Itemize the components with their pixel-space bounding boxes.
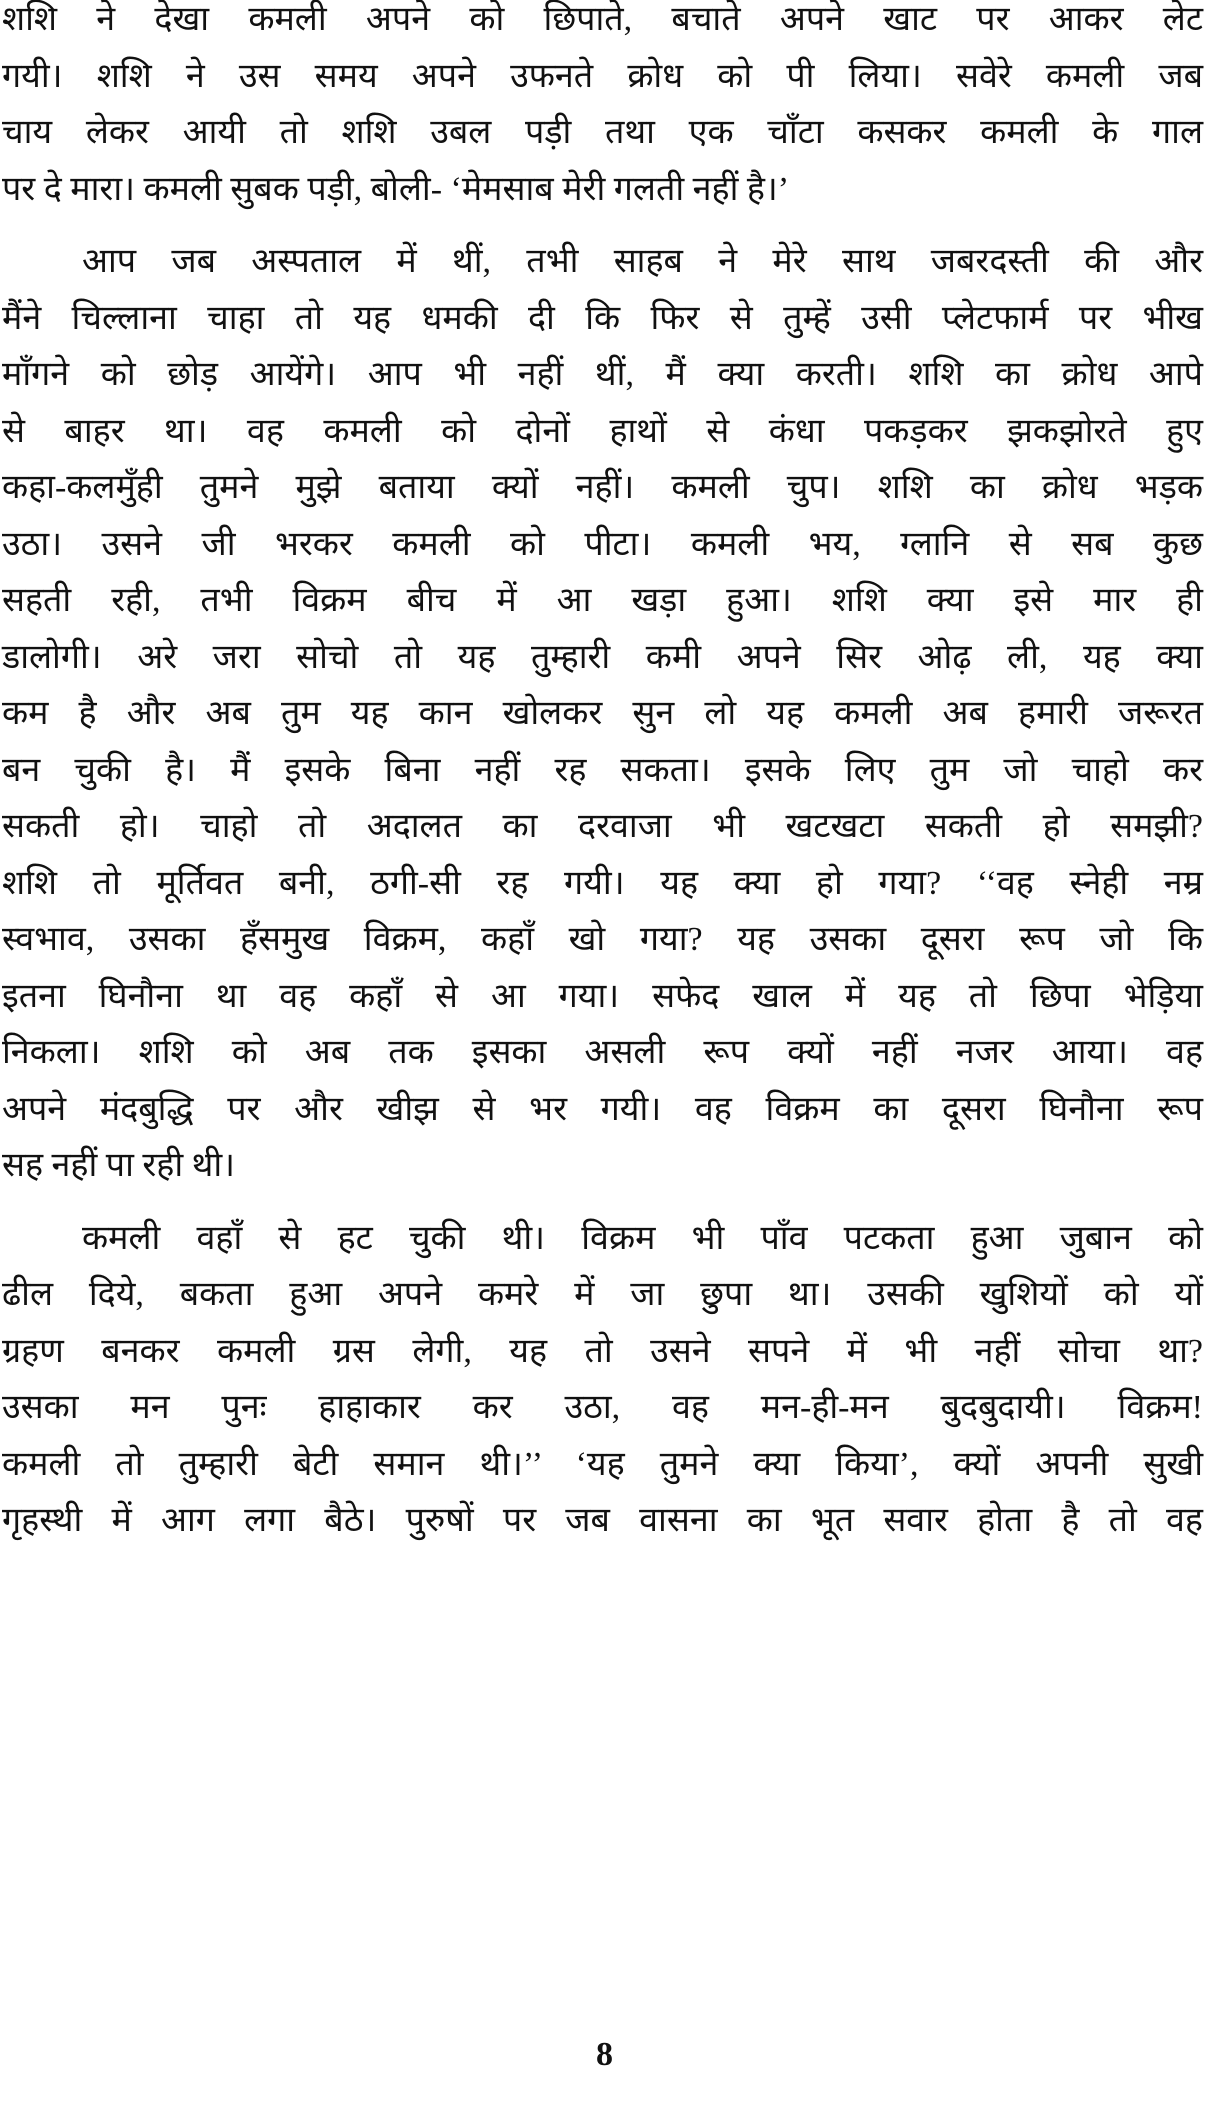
text-line: कम है और अब तुम यह कान खोलकर सुन लो यह कमली अब हमारी जरूरत	[2, 695, 1203, 732]
paragraph-3	[2, 1211, 1203, 1550]
text-line: कहा-कलमुँही तुमने मुझे बताया क्यों नहीं। कमली चुप। शशि का क्रोध भड़क	[2, 469, 1203, 506]
text-line: निकला। शशि को अब तक इसका असली रूप क्यों नहीं नजर आया। वह	[2, 1034, 1203, 1071]
text-line: अपने मंदबुद्धि पर और खीझ से भर गयी। वह विक्रम का दूसरा घिनौना रूप	[2, 1090, 1203, 1128]
paragraph-1	[2, 0, 1203, 218]
text-line: माँगने को छोड़ आयेंगे। आप भी नहीं थीं, मैं क्या करती। शशि का क्रोध आपे	[2, 356, 1203, 393]
page-number: 8	[596, 2036, 613, 2073]
text-line: गयी। शशि ने उस समय अपने उफनते क्रोध को पी लिया। सवेरे कमली जब	[2, 57, 1203, 95]
text-line: इतना घिनौना था वह कहाँ से आ गया। सफेद खाल में यह तो छिपा भेड़िया	[2, 977, 1203, 1015]
text-line: आप जब अस्पताल में थीं, तभी साहब ने मेरे साथ जबरदस्ती की और	[82, 243, 1203, 280]
text-line: से बाहर था। वह कमली को दोनों हाथों से कंधा पकड़कर झकझोरते हुए	[2, 412, 1203, 450]
text-line: डालोगी। अरे जरा सोचो तो यह तुम्हारी कमी अपने सिर ओढ़ ली, यह क्या	[2, 638, 1203, 676]
text-line: कमली तो तुम्हारी बेटी समान थी।’’ ‘यह तुमने क्या किया’, क्यों अपनी सुखी	[2, 1445, 1203, 1483]
text-line: ग्रहण बनकर कमली ग्रस लेगी, यह तो उसने सपने में भी नहीं सोचा था?	[2, 1332, 1203, 1370]
paragraph-2	[2, 234, 1203, 1195]
text-line: उसका मन पुनः हाहाकार कर उठा, वह मन-ही-मन बुदबुदायी। विक्रम!	[2, 1389, 1203, 1426]
text-line: शशि ने देखा कमली अपने को छिपाते, बचाते अपने खाट पर आकर लेट	[2, 1, 1203, 38]
text-line: सकती हो। चाहो तो अदालत का दरवाजा भी खटखटा सकती हो समझी?	[2, 808, 1203, 845]
text-line: स्वभाव, उसका हँसमुख विक्रम, कहाँ खो गया? यह उसका दूसरा रूप जो कि	[2, 921, 1203, 958]
text-line: कमली वहाँ से हट चुकी थी। विक्रम भी पाँव पटकता हुआ जुबान को	[82, 1219, 1203, 1257]
text-line: ढील दिये, बकता हुआ अपने कमरे में जा छुपा था। उसकी खुशियों को यों	[2, 1276, 1203, 1313]
page-body	[2, 0, 1203, 1550]
text-line: चाय लेकर आयी तो शशि उबल पड़ी तथा एक चाँटा कसकर कमली के गाल	[2, 114, 1203, 151]
text-line: पर दे मारा। कमली सुबक पड़ी, बोली- ‘मेमसाब मेरी गलती नहीं है।’	[2, 170, 790, 208]
text-line: मैंने चिल्लाना चाहा तो यह धमकी दी कि फिर से तुम्हें उसी प्लेटफार्म पर भीख	[2, 299, 1203, 337]
text-line: गृहस्थी में आग लगा बैठे। पुरुषों पर जब वासना का भूत सवार होता है तो वह	[2, 1502, 1203, 1539]
text-line: सहती रही, तभी विक्रम बीच में आ खड़ा हुआ। शशि क्या इसे मार ही	[2, 582, 1203, 619]
text-line: बन चुकी है। मैं इसके बिना नहीं रह सकता। इसके लिए तुम जो चाहो कर	[2, 751, 1203, 789]
text-line: उठा। उसने जी भरकर कमली को पीटा। कमली भय, ग्लानि से सब कुछ	[2, 525, 1203, 563]
text-line: सह नहीं पा रही थी।	[2, 1147, 236, 1184]
text-line: शशि तो मूर्तिवत बनी, ठगी-सी रह गयी। यह क्या हो गया? ‘‘वह स्नेही नम्र	[2, 864, 1203, 902]
